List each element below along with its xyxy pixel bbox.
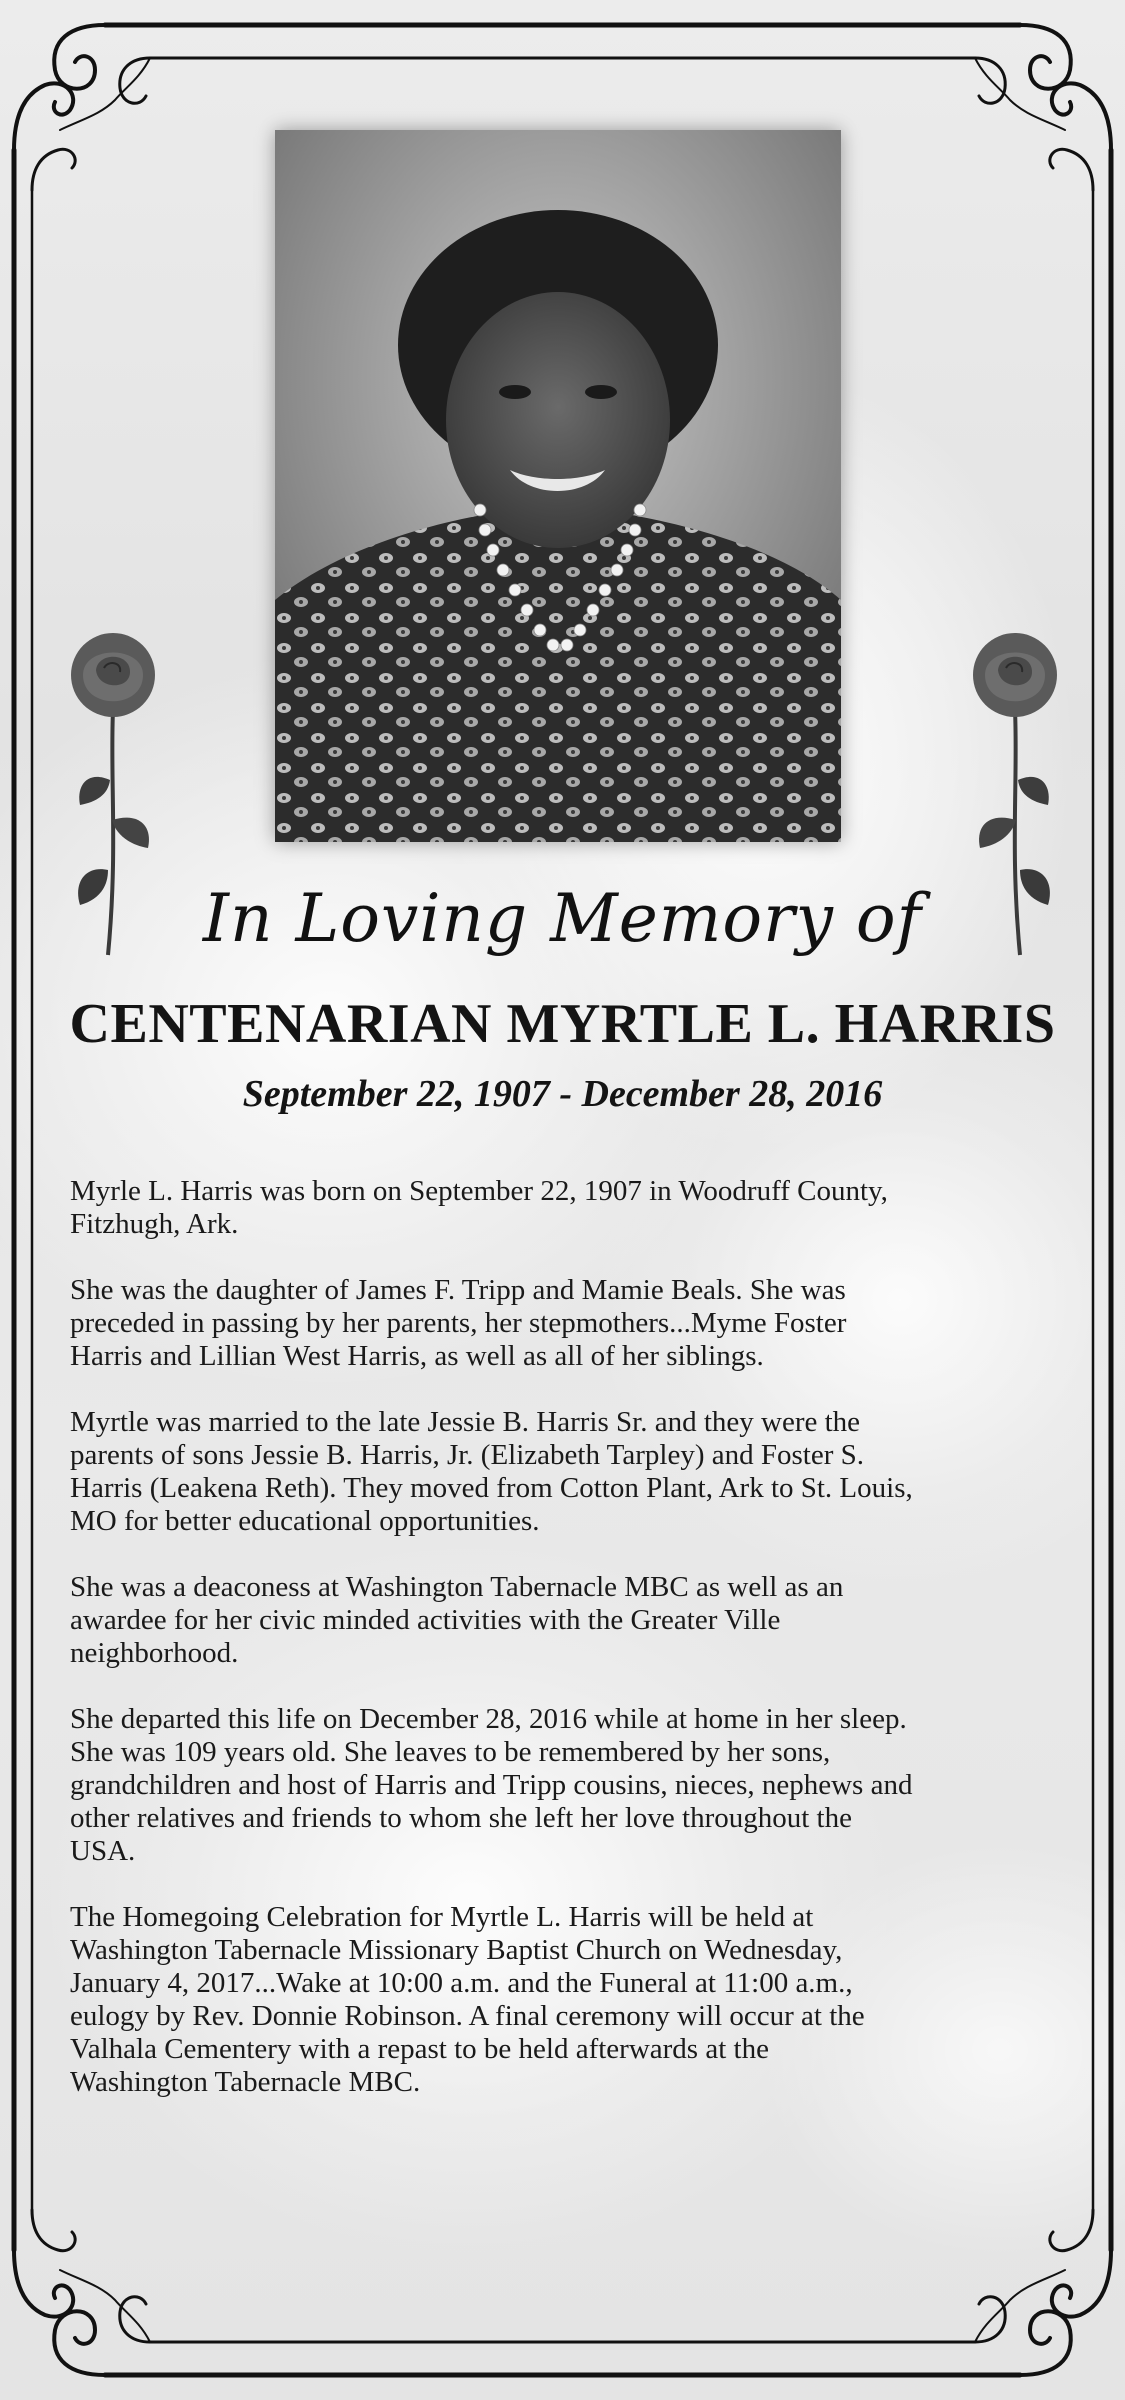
paragraph-church: She was a deaconess at Washington Tabernacle MBC as well as an awardee for her civic minded activities with the Greater Ville neighborhood. (70, 1571, 844, 1669)
paragraph-services: The Homegoing Celebration for Myrtle L. Harris will be held at Washington Tabernacle Missionary Baptist Church on Wednesday, January 4, 2017...Wake at 10:00 a.m. and the Funeral at 11:00 a.m., eulogy by Rev. Donnie Robinson. A final ceremony will occur at the Valhala Cementery with a repast to be held afterwards at the Washington Tabernacle MBC. (70, 1901, 865, 2098)
paragraph-passing: She departed this life on December 28, 2016 while at home in her sleep. She was 109 years old. She leaves to be remembered by her sons, grandchildren and host of Harris and Tripp cousins, nieces, nephews and other relatives and friends to whom she left her love throughout the USA. (70, 1703, 913, 1867)
obituary-body (70, 1175, 1060, 2132)
in-loving-memory-heading: In Loving Memory of (202, 880, 923, 957)
deceased-name: CENTENARIAN MYRTLE L. HARRIS (69, 993, 1056, 1055)
paragraph-birth: Myrle L. Harris was born on September 22, 1907 in Woodruff County, Fitzhugh, Ark. (70, 1175, 888, 1240)
portrait-photo (275, 130, 841, 842)
life-dates: September 22, 1907 - December 28, 2016 (242, 1073, 883, 1115)
paragraph-marriage: Myrtle was married to the late Jessie B. Harris Sr. and they were the parents of sons Jessie B. Harris, Jr. (Elizabeth Tarpley) and Foster S. Harris (Leakena Reth). They moved from Cotton Plant, Ark to St. Louis, MO for better educational opportunities. (70, 1406, 913, 1537)
paragraph-family: She was the daughter of James F. Tripp and Mamie Beals. She was preceded in passing by her parents, her stepmothers...Myme Foster Harris and Lillian West Harris, as well as all of her siblings. (70, 1274, 847, 1372)
